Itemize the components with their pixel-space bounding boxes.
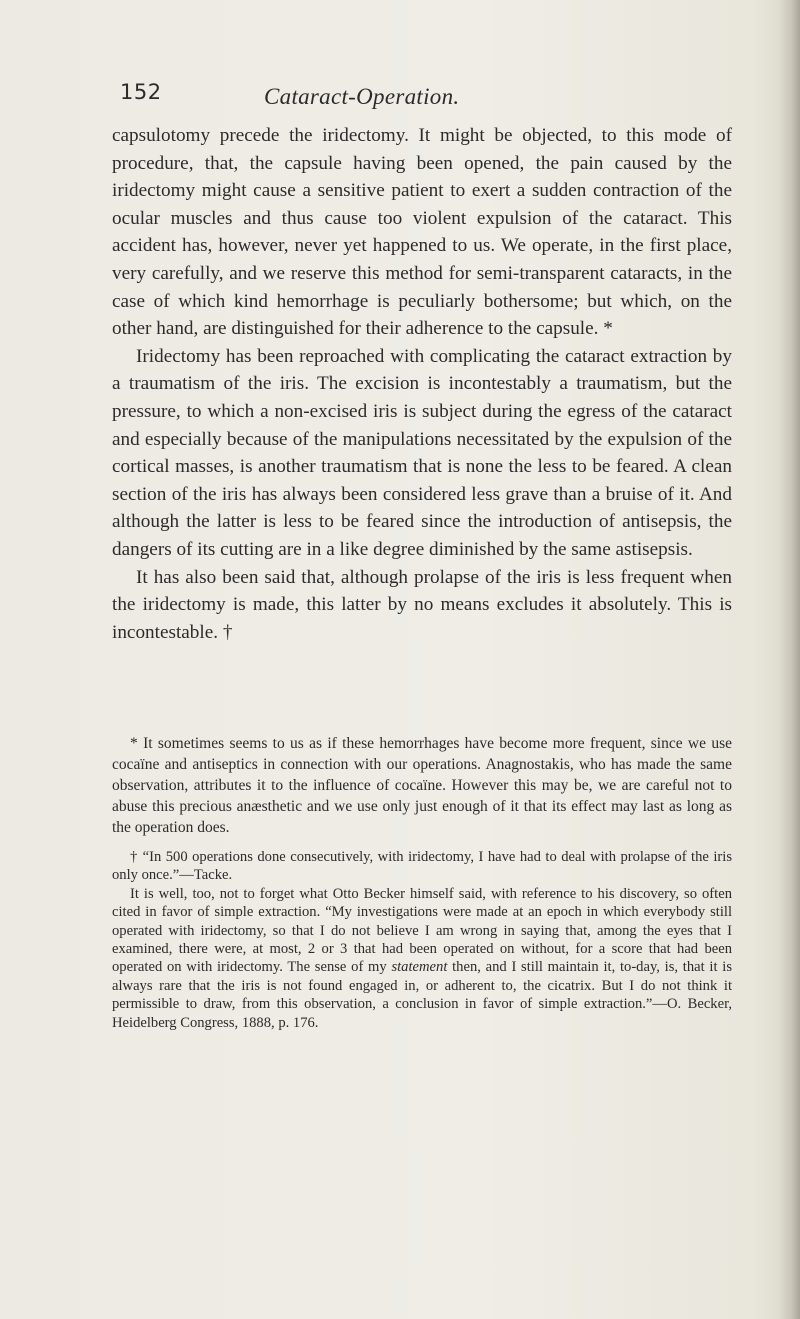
footnote-italic-word: statement bbox=[391, 959, 448, 976]
footnote-dagger: † “In 500 operations done consecutively, with iridectomy, I have had to deal with prolapse of the iris only once.”—Tacke. bbox=[112, 849, 732, 884]
page-header bbox=[120, 80, 680, 114]
running-title: Cataract-Operation. bbox=[264, 84, 460, 109]
footnote-asterisk: * It sometimes seems to us as if these hemorrhages have become more frequent, since we use cocaïne and antiseptics in connection with our operations. Anagnostakis, who has made the same observation, attributes it to the influence of cocaïne. However this may be, we are careful not to abuse this precious anæsthetic and we use only just enough of it that its effect may last as long as the operation does. bbox=[112, 735, 732, 836]
paragraph-1: capsulotomy precede the iridectomy. It might be objected, to this mode of procedure, that, the capsule having been opened, the pain caused by the iridectomy might cause a sensitive patient to exert a sudden contraction of the ocular muscles and thus cause too violent expulsion of the cataract. This accident has, however, never yet happened to us. We operate, in the first place, very carefully, and we reserve this method for semi-transparent cataracts, in the case of which kind hemorrhage is peculiarly bothersome; but which, on the other hand, are distinguished for their adherence to the capsule. * bbox=[112, 125, 732, 340]
main-text bbox=[112, 122, 732, 646]
footnote-text-after: then, and I still maintain it, to-day, is, that it is always rare that the iris is not found engaged in, or adherent to, the cicatrix. But I do not think it permissible to draw, from this observation, a conclusion in favor of simple extraction.”—O. Becker, Heidelberg Congress, 1888, p. 176. bbox=[112, 959, 732, 1031]
page-number: 152 bbox=[120, 80, 162, 104]
footnotes bbox=[112, 733, 732, 1032]
footnote-dagger-continuation bbox=[112, 885, 732, 1032]
paragraph-3: It has also been said that, although prolapse of the iris is less frequent when the iridectomy is made, this latter by no means excludes it absolutely. This is incontestable. † bbox=[112, 566, 732, 643]
footnote-text-before: It is well, too, not to forget what Otto Becker himself said, with reference to his discovery, so often cited in favor of simple extraction. “My investigations were made at an epoch in which everybody still operated with iridectomy, so that I do not believe I am wrong in saying that, among the eyes that I examined, there were, at most, 2 or 3 that had been operated on without, for a score that had been operated on with iridectomy. The sense of my bbox=[112, 885, 732, 976]
paragraph-2: Iridectomy has been reproached with complicating the cataract extraction by a traumatism of the iris. The excision is incontestably a traumatism, but the pressure, to which a non-excised iris is subject during the egress of the cataract and especially because of the manipulations necessitated by the expulsion of the cortical masses, is another traumatism that is none the less to be feared. A clean section of the iris has always been considered less grave than a bruise of it. And although the latter is less to be feared since the introduction of antisepsis, the dangers of its cutting are in a like degree diminished by the same astisepsis. bbox=[112, 345, 732, 560]
page-spine-shadow bbox=[778, 0, 800, 1319]
